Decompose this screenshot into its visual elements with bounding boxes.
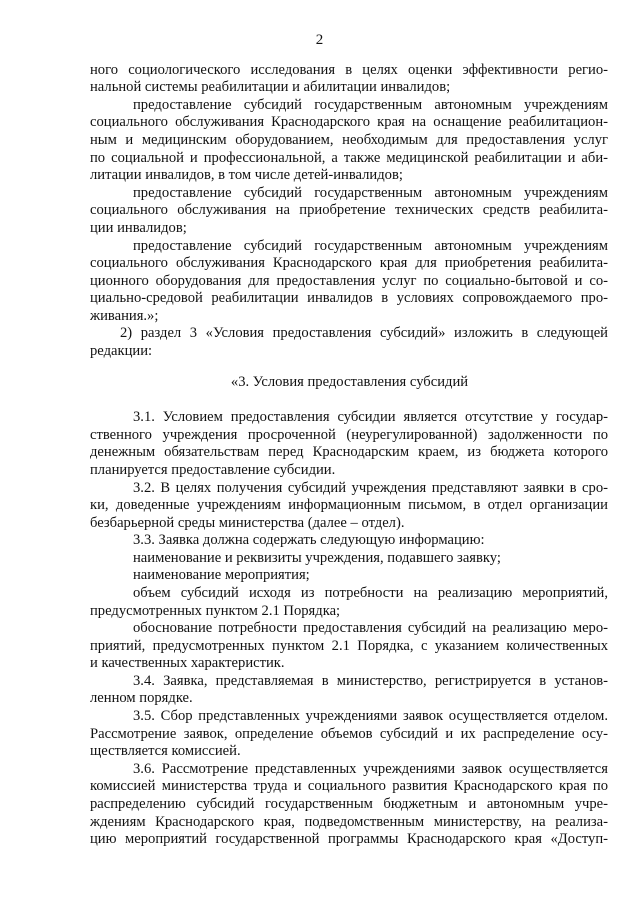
page-number: 2 bbox=[315, 32, 324, 48]
text-line: предоставление субсидий государственным автономным учреждениям bbox=[133, 185, 608, 201]
text-line: ционного оборудования для предоставления услуг по социально-бытовой и со- bbox=[90, 273, 608, 289]
text-line: 2) раздел 3 «Условия предоставления субсидий» изложить в следующей bbox=[120, 325, 608, 341]
text-line: ки, доведенные учреждениям информационным письмом, в отдел организации bbox=[90, 497, 608, 513]
text-line: предоставление субсидий государственным автономным учреждениям bbox=[133, 97, 608, 113]
text-line: редакции: bbox=[90, 343, 153, 359]
text-line: нальной системы реабилитации и абилитации инвалидов; bbox=[90, 79, 451, 95]
text-line: живания.»; bbox=[90, 308, 159, 324]
text-line: предоставление субсидий государственным автономным учреждениям bbox=[133, 238, 608, 254]
text-line: ждениям Краснодарского края, подведомственным министерству, на реализа- bbox=[90, 814, 608, 830]
text-line: социального обслуживания Краснодарского края на оснащение реабилитацион- bbox=[90, 114, 608, 130]
text-line: денежным обязательствам перед Краснодарским краем, из бюджета которого bbox=[90, 444, 608, 460]
text-line: объем субсидий исходя из потребности на реализацию мероприятий, bbox=[133, 585, 608, 601]
text-line: и качественных характеристик. bbox=[90, 655, 285, 671]
text-line: ществляется комиссией. bbox=[90, 743, 241, 759]
text-line: предусмотренных пунктом 2.1 Порядка; bbox=[90, 603, 341, 619]
text-line: циально-средовой реабилитации инвалидов в условиях сопровождаемого про- bbox=[90, 290, 608, 306]
text-line: ным и медицинским оборудованием, необходимым для предоставления услуг bbox=[90, 132, 608, 148]
text-line: 3.1. Условием предоставления субсидии является отсутствие у государ- bbox=[133, 409, 608, 425]
text-line: планируется предоставление субсидии. bbox=[90, 462, 336, 478]
text-line: ленном порядке. bbox=[90, 690, 193, 706]
text-line: социального обслуживания на приобретение технических средств реабилита- bbox=[90, 202, 608, 218]
text-line: ного социологического исследования в целях оценки эффективности регио- bbox=[90, 62, 608, 78]
text-line: 3.2. В целях получения субсидий учреждения представляют заявки в сро- bbox=[133, 480, 608, 496]
text-line: социального обслуживания Краснодарского края для приобретения реабилита- bbox=[90, 255, 608, 271]
text-line: безбарьерной среды министерства (далее – отдел). bbox=[90, 515, 405, 531]
text-line: по социальной и профессиональной, а также медицинской реабилитации и аби- bbox=[90, 150, 608, 166]
text-line: 3.5. Сбор представленных учреждениями заявок осуществляется отделом. bbox=[133, 708, 608, 724]
text-line: цию мероприятий государственной программы Краснодарского края «Доступ- bbox=[90, 831, 608, 847]
text-line: 3.3. Заявка должна содержать следующую информацию: bbox=[133, 532, 485, 548]
text-line: распределению субсидий государственным бюджетным и автономным учре- bbox=[90, 796, 608, 812]
text-line: наименование и реквизиты учреждения, подавшего заявку; bbox=[133, 550, 501, 566]
text-line: обоснование потребности предоставления субсидий на реализацию меро- bbox=[133, 620, 608, 636]
text-line: 3.6. Рассмотрение представленных учреждениями заявок осуществляется bbox=[133, 761, 608, 777]
text-line: Рассмотрение заявок, определение объемов субсидий и их распределение осу- bbox=[90, 726, 608, 742]
text-line: ции инвалидов; bbox=[90, 220, 187, 236]
text-line: комиссией министерства труда и социального развития Краснодарского края по bbox=[90, 778, 608, 794]
section-heading: «3. Условия предоставления субсидий bbox=[230, 374, 469, 390]
text-line: наименование мероприятия; bbox=[133, 567, 310, 583]
text-line: литации инвалидов, в том числе детей-инвалидов; bbox=[90, 167, 403, 183]
text-line: 3.4. Заявка, представляемая в министерство, регистрируется в установ- bbox=[133, 673, 608, 689]
text-line: приятий, предусмотренных пунктом 2.1 Порядка, с указанием количественных bbox=[90, 638, 608, 654]
text-line: ственного учреждения просроченной (неурегулированной) задолженности по bbox=[90, 427, 608, 443]
